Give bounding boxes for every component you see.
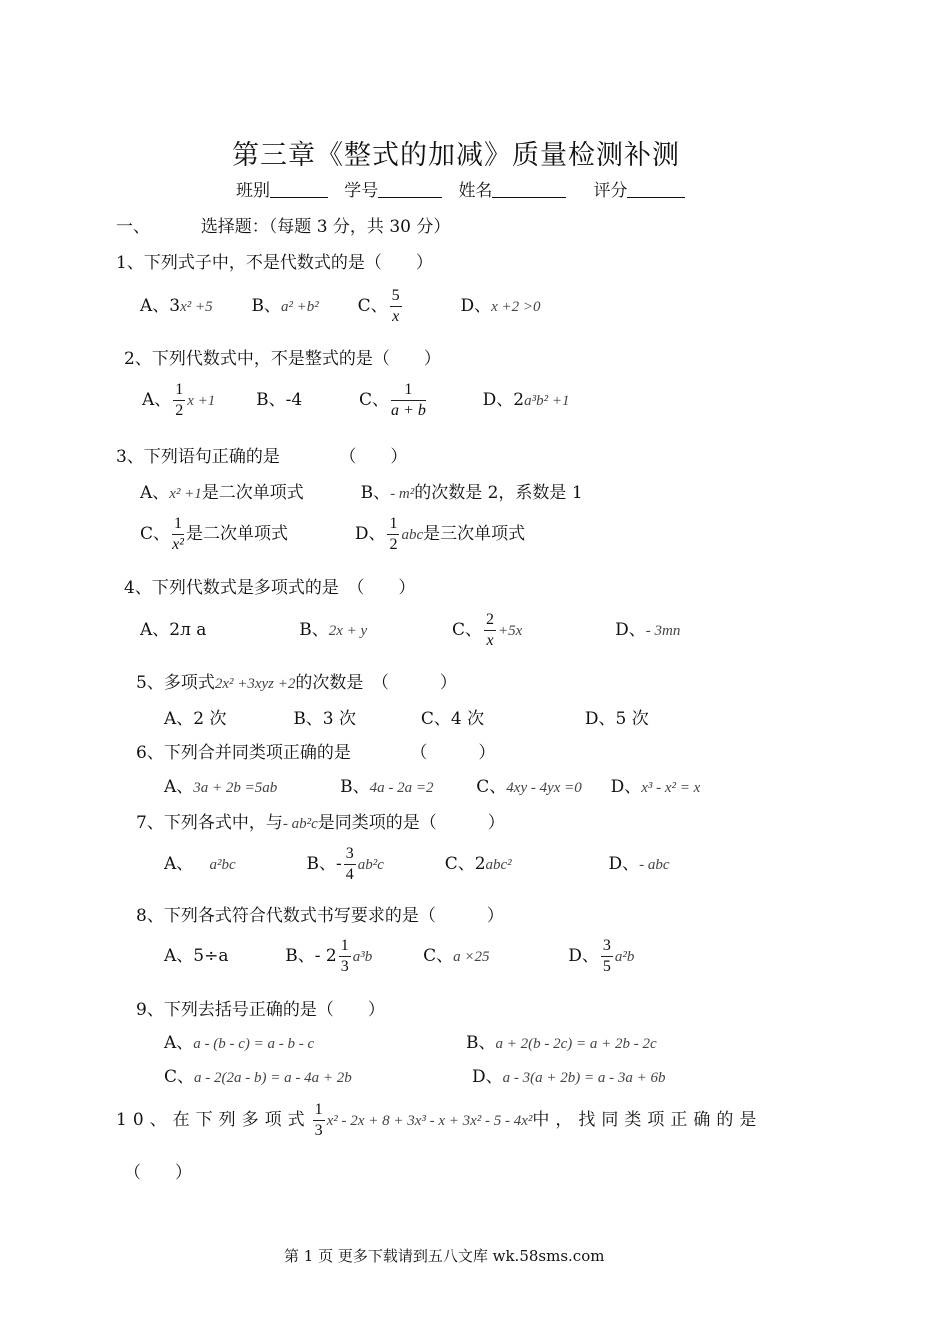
- q8-option-d[interactable]: D、 $\frac{3}{5}$ a²b: [568, 937, 635, 975]
- q4-option-c[interactable]: C、 $\frac{2}{x}$ +5x: [452, 611, 523, 649]
- section-label: 选择题：（每题 3 分，共 30 分）: [200, 217, 451, 237]
- q9-option-d[interactable]: D、a - 3(a + 2b) = a - 3a + 6b: [472, 1067, 666, 1087]
- q2-option-c[interactable]: C、 $\frac{1}{a + b}$: [359, 381, 426, 419]
- q4-option-d[interactable]: D、- 3mn: [615, 620, 681, 640]
- name-label: 姓名: [458, 181, 493, 201]
- q4-option-b[interactable]: B、2x + y: [299, 620, 368, 640]
- q9-option-a[interactable]: A、a - (b - c) = a - b - c: [164, 1033, 315, 1053]
- q8-option-b[interactable]: B、- 2 $\frac{1}{3}$ a³b: [285, 937, 373, 975]
- q5-option-c[interactable]: C、4 次: [420, 709, 485, 729]
- question-3-options-cd: [140, 514, 525, 555]
- q3-option-c[interactable]: C、 $\frac{1}{\text{x²}}$ 是二次单项式: [140, 515, 289, 553]
- question-4-options: [140, 610, 680, 651]
- question-8-stem: 8、下列各式符合代数式书写要求的是（ ）: [136, 906, 504, 926]
- header-fields: [236, 176, 685, 201]
- question-10-stem: 10、在下列多项式 $\frac{1}{3}$ x² - 2x + 8 + 3x³ - x + 3x² - 5 - 4x²中，找同类项正确的是: [116, 1101, 763, 1139]
- q9-option-b[interactable]: B、a + 2(b - 2c) = a + 2b - 2c: [466, 1033, 657, 1053]
- section-number: 一、: [116, 217, 150, 237]
- question-6-stem: 6、下列合并同类项正确的是 （ ）: [136, 743, 496, 763]
- section-heading: [116, 212, 450, 237]
- q7-option-a[interactable]: A、 a²bc: [164, 854, 236, 874]
- question-1-options: [140, 286, 541, 327]
- q1-option-c[interactable]: C、 $\frac{5}{x}$: [357, 287, 400, 325]
- score-blank[interactable]: [627, 181, 685, 198]
- q6-option-b[interactable]: B、4a - 2a =2: [340, 777, 434, 797]
- class-blank[interactable]: [270, 181, 328, 198]
- question-3-options-ab: [140, 478, 583, 503]
- question-6-options: [164, 772, 700, 797]
- q7-expression: - ab²c: [282, 816, 318, 832]
- id-label: 学号: [344, 181, 379, 201]
- q7-option-b[interactable]: B、- $\frac{3}{4}$ ab²c: [306, 845, 384, 883]
- q3-option-d[interactable]: D、 $\frac{1}{2}$ abc是三次单项式: [354, 515, 526, 553]
- q1-option-b[interactable]: B、a² +b²: [251, 296, 319, 316]
- q5-option-d[interactable]: D、5 次: [584, 709, 649, 729]
- q6-option-a[interactable]: A、3a + 2b =5ab: [164, 777, 278, 797]
- q7-option-d[interactable]: D、- abc: [608, 854, 670, 874]
- question-9-stem: 9、下列去括号正确的是（ ）: [136, 1000, 385, 1020]
- q3-option-a[interactable]: A、x² +1是二次单项式: [140, 483, 304, 503]
- page-title: 第三章《整式的加减》质量检测补测: [232, 140, 680, 171]
- question-2-options: [142, 380, 569, 421]
- question-10-answer-paren[interactable]: （ ）: [124, 1163, 192, 1183]
- id-blank[interactable]: [378, 181, 442, 198]
- question-4-stem: 4、下列代数式是多项式的是 （ ）: [124, 578, 416, 598]
- name-blank[interactable]: [492, 181, 566, 198]
- question-3-stem: 3、下列语句正确的是 （ ）: [116, 447, 408, 467]
- question-7-options: [164, 844, 670, 885]
- q5-option-a[interactable]: A、2 次: [164, 709, 227, 729]
- q8-option-c[interactable]: C、a ×25: [423, 946, 490, 966]
- q9-option-c[interactable]: C、a - 2(2a - b) = a - 4a + 2b: [164, 1067, 352, 1087]
- q1-option-d[interactable]: D、x +2 >0: [460, 296, 541, 316]
- q7-option-c[interactable]: C、2abc²: [444, 854, 512, 874]
- q5-expression: 2x² +3xyz +2: [214, 676, 296, 692]
- question-7-stem: 7、下列各式中，与- ab²c是同类项的是（ ）: [136, 813, 505, 833]
- q6-option-c[interactable]: C、4xy - 4yx =0: [476, 777, 582, 797]
- question-1-stem: 1、下列式子中，不是代数式的是（ ）: [116, 253, 433, 273]
- q2-option-b[interactable]: B、-4: [256, 390, 303, 410]
- question-8-options: [164, 936, 634, 977]
- question-5-stem: 5、多项式2x² +3xyz +2的次数是 （ ）: [136, 673, 457, 693]
- q1-option-a[interactable]: A、3x² +5: [140, 296, 213, 316]
- score-label: 评分: [593, 181, 628, 201]
- question-2-stem: 2、下列代数式中，不是整式的是（ ）: [124, 349, 441, 369]
- q10-polynomial: x² - 2x + 8 + 3x³ - x + 3x² - 5 - 4x²: [326, 1113, 533, 1129]
- q4-option-a[interactable]: A、2л a: [140, 620, 207, 640]
- q2-option-a[interactable]: A、 $\frac{1}{2}$ x +1: [142, 381, 216, 419]
- question-5-options: [164, 704, 649, 729]
- q2-option-d[interactable]: D、2a³b² +1: [482, 390, 570, 410]
- q8-option-a[interactable]: A、5÷a: [164, 946, 229, 966]
- q5-option-b[interactable]: B、3 次: [293, 709, 357, 729]
- page-footer: 第 1 页 更多下载请到五八文库 wk.58sms.com: [284, 1247, 605, 1265]
- q3-option-b[interactable]: B、- m²的次数是 2，系数是 1: [360, 483, 583, 503]
- q6-option-d[interactable]: D、x³ - x² = x: [610, 777, 701, 797]
- class-label: 班别: [236, 181, 270, 201]
